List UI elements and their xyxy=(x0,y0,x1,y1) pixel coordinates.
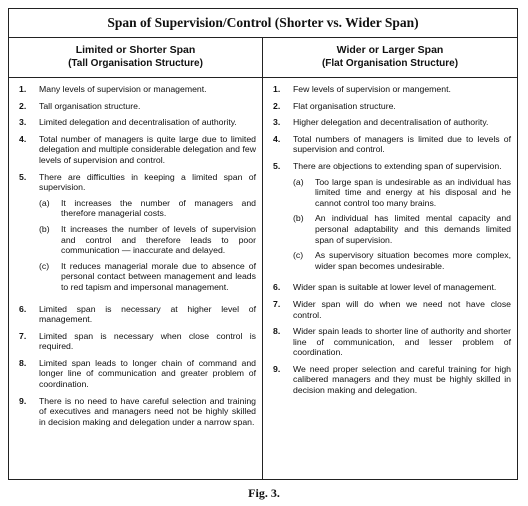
right-subheading: (Flat Organisation Structure) xyxy=(321,58,459,69)
left-subheading: (Tall Organisation Structure) xyxy=(68,58,203,69)
item-text: There are objections to extending span of supervision. xyxy=(293,160,502,171)
list-item xyxy=(273,299,511,320)
item-text-block xyxy=(293,117,511,128)
sub-item-letter: (a) xyxy=(293,176,304,187)
item-number: 5. xyxy=(273,160,281,171)
figure-caption: Fig. 3. xyxy=(248,486,280,500)
sub-item-text: It increases the number of managers and therefore managerial costs. xyxy=(61,197,256,219)
item-text: Higher delegation and decentralisation of authority. xyxy=(293,117,489,128)
list-item xyxy=(273,101,511,112)
item-text: Few levels of supervision or mangement. xyxy=(293,84,451,94)
list-item xyxy=(19,331,256,352)
item-number: 2. xyxy=(19,100,27,111)
item-text: Total number of managers is quite large due to limited delegation and multiple considerable delegation and few levels of supervision and control. xyxy=(39,133,256,165)
left-list xyxy=(9,78,262,427)
sub-item-text: As supervisory situation becomes more complex, wider span becomes undesirable. xyxy=(315,250,511,271)
right-list xyxy=(263,78,517,396)
sub-list-item xyxy=(293,250,511,271)
sub-list-item xyxy=(39,224,256,256)
item-text-block xyxy=(39,358,256,390)
item-number: 4. xyxy=(19,133,27,144)
item-text: We need proper selection and careful training for high calibered managers and they must be highly skilled in decision making and delegation. xyxy=(293,363,511,396)
item-number: 9. xyxy=(19,395,27,406)
item-number: 5. xyxy=(19,171,27,182)
item-text: Many levels of supervision or management. xyxy=(39,84,207,94)
right-column xyxy=(263,37,517,479)
list-item xyxy=(19,172,256,298)
item-text: Limited delegation and decentralisation of authority. xyxy=(39,117,237,128)
item-number: 3. xyxy=(273,117,281,128)
sub-item-text: It reduces managerial morale due to absence of personal contact between management and leads to red tapism and impersonal management. xyxy=(61,260,256,292)
sub-list-item xyxy=(293,177,511,209)
item-text: Wider span will do when we need not have close control. xyxy=(293,298,511,320)
item-number: 2. xyxy=(273,100,281,111)
left-column xyxy=(9,37,263,479)
list-item xyxy=(19,134,256,166)
sub-item-text: Too large span is undesirable as an individual has limited time and energy at his disposal and he cannot control too many brains. xyxy=(315,176,511,208)
item-text-block xyxy=(39,331,256,352)
item-text: Limited span is necessary at higher level of management. xyxy=(39,303,256,325)
item-number: 1. xyxy=(273,84,281,94)
left-heading: Limited or Shorter Span xyxy=(75,44,196,56)
list-item xyxy=(273,84,511,95)
item-text-block xyxy=(39,117,256,128)
list-item xyxy=(19,358,256,390)
list-item xyxy=(273,134,511,155)
sub-item-letter: (b) xyxy=(293,213,304,224)
sub-item-letter: (c) xyxy=(293,250,304,261)
item-text-block xyxy=(39,134,256,166)
table-title: Span of Supervision/Control (Shorter vs. Wider Span) xyxy=(9,9,517,38)
item-text-block xyxy=(293,134,511,155)
right-heading: Wider or Larger Span xyxy=(336,44,444,56)
item-number: 3. xyxy=(19,117,27,128)
sub-list xyxy=(293,177,511,272)
item-text-block xyxy=(39,101,256,112)
list-item xyxy=(273,364,511,396)
item-text: Limited span is necessary when close control is required. xyxy=(39,330,256,352)
list-item xyxy=(273,326,511,358)
item-text: Wider span is suitable at lower level of management. xyxy=(293,282,497,293)
item-text: There is no need to have careful selection and training of executives and managers need not be highly skilled in decision making and delegation under a narrow span. xyxy=(39,395,256,427)
sub-list xyxy=(39,198,256,293)
item-text-block xyxy=(39,84,256,95)
sub-item-text: An individual has limited mental capacity and personal adaptability and this demands limited span of supervision. xyxy=(315,213,511,245)
left-column-header xyxy=(9,37,262,78)
item-number: 1. xyxy=(19,84,27,94)
item-number: 4. xyxy=(273,133,281,144)
item-text: There are difficulties in keeping a limited span of supervision. xyxy=(39,171,256,193)
item-number: 7. xyxy=(19,330,27,341)
item-text-block xyxy=(293,161,511,276)
sub-list-item xyxy=(39,198,256,219)
list-item xyxy=(19,101,256,112)
sub-item-letter: (c) xyxy=(39,260,50,271)
item-text: Wider spain leads to shorter line of authority and shorter line of communication, and lesser problem of coordination. xyxy=(293,326,511,358)
item-text-block xyxy=(293,364,511,396)
item-text: Limited span leads to longer chain of command and longer line of communication and greater problem of coordination. xyxy=(39,357,256,390)
comparison-table xyxy=(8,8,518,480)
item-text-block xyxy=(293,326,511,358)
list-item xyxy=(273,282,511,293)
item-number: 7. xyxy=(273,298,281,309)
item-number: 9. xyxy=(273,363,281,374)
item-text-block xyxy=(293,299,511,320)
right-column-header xyxy=(263,37,517,78)
item-text-block xyxy=(39,172,256,298)
list-item xyxy=(19,117,256,128)
item-text-block xyxy=(39,304,256,325)
item-number: 8. xyxy=(273,326,281,337)
item-number: 8. xyxy=(19,357,27,368)
list-item xyxy=(273,117,511,128)
list-item xyxy=(19,304,256,325)
item-text: Total numbers of managers is limited due to levels of supervision and control. xyxy=(293,133,511,155)
sub-list-item xyxy=(293,213,511,245)
sub-item-letter: (b) xyxy=(39,223,50,234)
item-text-block xyxy=(293,101,511,112)
item-number: 6. xyxy=(273,282,281,293)
item-text: Tall organisation structure. xyxy=(39,100,141,111)
list-item xyxy=(19,84,256,95)
item-number: 6. xyxy=(19,303,27,314)
item-text-block xyxy=(293,84,511,95)
item-text-block xyxy=(293,282,511,293)
sub-list-item xyxy=(39,261,256,293)
item-text-block xyxy=(39,396,256,428)
item-text: Flat organisation structure. xyxy=(293,100,396,111)
sub-item-letter: (a) xyxy=(39,197,50,208)
table-columns xyxy=(9,37,517,479)
list-item xyxy=(19,396,256,428)
sub-item-text: It increases the number of levels of supervision and control and therefore leads to poor communication — inaccurate and delayed. xyxy=(61,223,256,256)
list-item xyxy=(273,161,511,276)
